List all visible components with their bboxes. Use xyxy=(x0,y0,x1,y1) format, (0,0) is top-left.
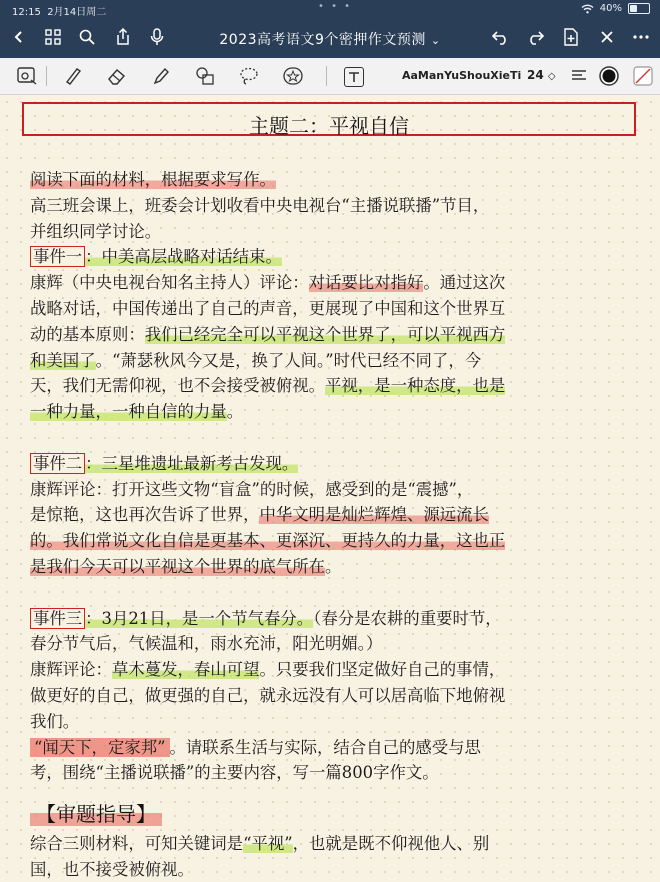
highlight-red: 的。我们常说文化自信是更基本、更深沉、更持久的力量，这也正 xyxy=(30,531,506,551)
text-segment: ，也就是既不仰视他人、别 xyxy=(292,834,490,853)
text-segment: 。请联系生活与实际，结合自己的感受与思 xyxy=(169,737,481,757)
eraser-tool-icon[interactable] xyxy=(106,65,128,87)
shapes-tool-icon[interactable] xyxy=(194,65,216,87)
event-label: 事件一 xyxy=(30,246,85,267)
text-line xyxy=(30,553,341,577)
text-line xyxy=(30,450,298,474)
text-segment: 。 xyxy=(325,557,342,576)
document-title[interactable] xyxy=(200,29,460,49)
toolbar-divider xyxy=(46,66,47,86)
paragraph-align-icon[interactable] xyxy=(568,65,590,87)
text-segment: 高三班会课上，班委会计划收看中央电视台“主播说联播”节目， xyxy=(30,195,490,215)
text-line xyxy=(30,630,382,654)
undo-icon[interactable] xyxy=(490,26,512,48)
text-segment: 动的基本原则： xyxy=(30,324,145,344)
text-segment: 是惊艳，这也再次告诉了世界， xyxy=(30,505,260,525)
text-line xyxy=(30,734,481,758)
text-line xyxy=(30,527,505,551)
text-line xyxy=(30,218,161,242)
highlight-green: ：中美高层战略对话结束。 xyxy=(85,247,282,267)
text-line xyxy=(30,192,489,216)
microphone-icon[interactable] xyxy=(146,26,168,48)
grid-view-icon[interactable] xyxy=(42,26,64,48)
battery-icon xyxy=(628,3,650,14)
text-line xyxy=(30,243,282,267)
status-bar xyxy=(0,0,660,18)
highlight-green: 和美国了 xyxy=(30,350,96,370)
text-segment: 战略对话，中国传递出了自己的声音，更展现了中国和这个世界互 xyxy=(30,299,506,318)
guide-title: 【审题指导】 xyxy=(30,802,162,826)
text-segment: 考，围绕“主播说联播”的主要内容，写一篇800字作文。 xyxy=(30,763,439,783)
text-segment: 。“萧瑟秋风今又是，换了人间。”时代已经不同了，今 xyxy=(95,350,482,370)
font-size-value: 24 xyxy=(527,68,544,82)
text-line xyxy=(30,708,79,732)
text-line xyxy=(30,605,502,629)
text-segment: 。 xyxy=(226,402,244,422)
status-indicators xyxy=(581,3,650,14)
add-page-icon[interactable] xyxy=(560,26,582,48)
text-line xyxy=(30,321,505,345)
text-line xyxy=(30,830,489,854)
text-segment: 。只要我们坚定做好自己的事情， xyxy=(259,660,506,680)
battery-percent: 40% xyxy=(599,3,622,14)
guide-heading xyxy=(30,798,162,827)
text-line xyxy=(30,295,505,319)
highlight-green: “平视” xyxy=(243,834,293,853)
text-line xyxy=(30,501,489,525)
wifi-icon xyxy=(581,4,594,14)
sticker-tool-icon[interactable] xyxy=(282,65,304,87)
text-segment: 康辉评论：打开这些文物“盲盒”的时候，感受到的是“震撼”， xyxy=(30,479,474,499)
multitask-dots[interactable]: • • • xyxy=(318,1,353,12)
drawing-toolbar xyxy=(0,58,660,95)
text-segment: 我们。 xyxy=(30,711,80,731)
text-line xyxy=(30,347,481,371)
font-name-selector[interactable]: AaManYuShouXieTi xyxy=(402,69,522,82)
text-segment: 康辉（中央电视台知名主持人）评论： xyxy=(30,273,309,293)
font-size-selector[interactable] xyxy=(527,68,556,82)
text-line xyxy=(30,269,505,293)
close-icon[interactable] xyxy=(596,26,618,48)
highlight-green: 草木蔓发，春山可望 xyxy=(111,660,260,680)
share-icon[interactable] xyxy=(112,26,134,48)
background-color-icon[interactable] xyxy=(632,65,654,87)
highlight-green: 一种力量，一种自信的力量 xyxy=(30,402,227,422)
highlight-red: 阅读下面的材料，根据要求写作。 xyxy=(30,170,276,189)
text-line xyxy=(30,372,505,396)
text-segment: 综合三则材料，可知关键词是 xyxy=(30,834,244,853)
highlight-red: 是我们今天可以平视这个世界的底气所在 xyxy=(30,557,326,576)
text-segment: （春分是农耕的重要时节， xyxy=(313,608,502,628)
document-title-text: 2023高考语文9个密押作文预测 xyxy=(219,32,426,48)
highlight-green: ：3月21日，是一个节气春分。 xyxy=(85,608,314,628)
text-line xyxy=(30,682,505,706)
text-tool-icon[interactable] xyxy=(344,67,364,87)
font-size-stepper-icon: ◇ xyxy=(547,71,556,82)
text-segment: 做更好的自己，做更强的自己，就永远没有人可以居高临下地俯视 xyxy=(30,686,506,705)
page-heading: 主题二：平视自信 xyxy=(249,114,409,138)
search-icon[interactable] xyxy=(76,26,98,48)
status-date: 2月14日周二 xyxy=(47,7,107,18)
redo-icon[interactable] xyxy=(524,26,546,48)
text-segment: 并组织同学讨论。 xyxy=(30,221,162,241)
text-segment: 康辉评论： xyxy=(30,660,112,680)
text-segment: 春分节气后，气候温和，雨水充沛，阳光明媚。） xyxy=(30,634,383,654)
highlighter-tool-icon[interactable] xyxy=(150,65,172,87)
title-chevron-icon: ⌄ xyxy=(430,34,441,47)
highlight-green: 我们已经完全可以平视这个世界了，可以平视西方 xyxy=(144,324,506,344)
event-label: 事件三 xyxy=(30,608,85,629)
text-line xyxy=(30,166,276,190)
more-options-icon[interactable] xyxy=(630,26,652,48)
back-icon[interactable] xyxy=(8,26,30,48)
quote-highlight: “闻天下，定家邦” xyxy=(30,738,170,757)
highlight-red: 对话要比对指好 xyxy=(308,273,424,293)
text-segment: 国，也不接受被俯视。 xyxy=(30,859,194,879)
text-line xyxy=(30,476,473,500)
color-picker-black[interactable] xyxy=(598,65,620,87)
text-line xyxy=(30,398,243,422)
event-label: 事件二 xyxy=(30,453,85,474)
status-time: 12:15 xyxy=(12,7,41,18)
reading-mode-icon[interactable] xyxy=(16,65,38,87)
lasso-tool-icon[interactable] xyxy=(238,65,260,87)
text-segment: 天，我们无需仰视，也不会接受被俯视。 xyxy=(30,376,326,396)
pen-tool-icon[interactable] xyxy=(62,65,84,87)
status-time-date xyxy=(12,3,106,18)
highlight-green: ：三星堆遗址最新考古发现。 xyxy=(85,453,299,473)
text-line xyxy=(30,656,505,680)
text-line xyxy=(30,759,439,783)
toolbar-divider xyxy=(326,66,327,86)
highlight-red: 中华文明是灿烂辉煌、源远流长 xyxy=(259,505,489,525)
text-line xyxy=(30,856,194,880)
highlight-green: 平视，是一种态度，也是 xyxy=(325,376,506,396)
document-titlebar xyxy=(0,18,660,58)
text-segment: 。通过这次 xyxy=(423,273,506,293)
